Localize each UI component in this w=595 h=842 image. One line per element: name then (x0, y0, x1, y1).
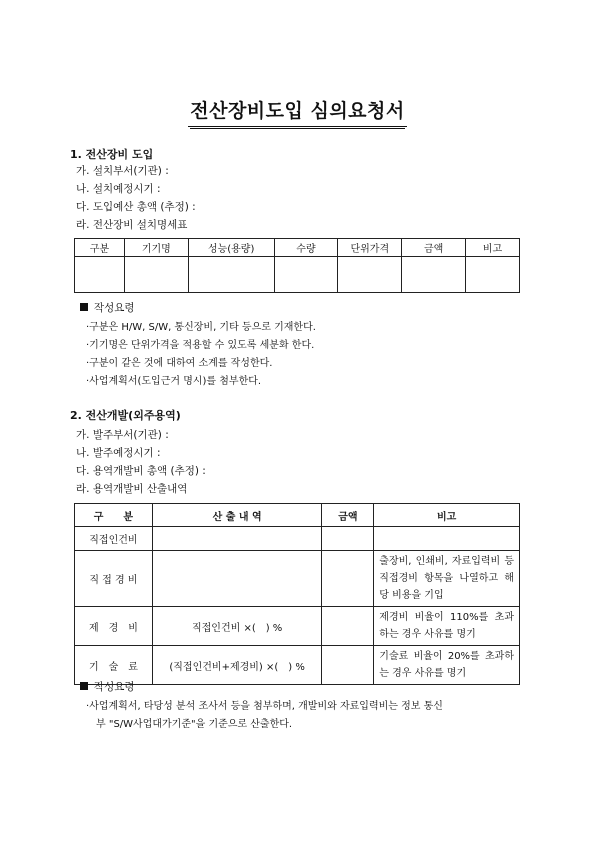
cell-amount[interactable] (322, 551, 374, 607)
col-capacity: 성능(용량) (188, 239, 274, 257)
s2-note-heading (80, 679, 135, 694)
col-remarks: 비고 (466, 239, 520, 257)
s1-note-heading (80, 300, 135, 315)
equipment-table-header-row (75, 239, 520, 257)
col-amount: 금액 (402, 239, 466, 257)
cell-note: 출장비, 인쇄비, 자료입력비 등 직접경비 항목을 나열하고 해당 비용을 기입 (374, 551, 520, 607)
cell-capacity[interactable] (188, 257, 274, 293)
cell-device-name[interactable] (124, 257, 188, 293)
cell-detail[interactable]: 직접인건비 ×( ) % (152, 607, 322, 646)
s2-item-order-date: 나. 발주예정시기 : (76, 447, 161, 459)
cell-amount[interactable] (322, 527, 374, 551)
row-label-overhead: 제 경 비 (75, 607, 153, 646)
s1-item-budget: 다. 도입예산 총액 (추정) : (76, 201, 196, 213)
document-title-wrap (0, 96, 595, 127)
s1-note-1: ·구분은 H/W, S/W, 통신장비, 기타 등으로 기재한다. (86, 322, 316, 333)
s2-item-order-dept: 가. 발주부서(기관) : (76, 429, 169, 441)
document-title: 전산장비도입 심의요청서 (188, 96, 407, 127)
cell-note: 제경비 비율이 110%를 초과하는 경우 사유를 명기 (374, 607, 520, 646)
col-calculation: 산 출 내 역 (152, 504, 322, 527)
col-remarks: 비고 (374, 504, 520, 527)
s2-item-budget: 다. 용역개발비 총액 (추정) : (76, 465, 206, 477)
col-category: 구분 (75, 239, 125, 257)
s1-note-2: ·기기명은 단위가격을 적용할 수 있도록 세분화 한다. (86, 340, 315, 351)
service-cost-header-row (75, 504, 520, 527)
equipment-table-row (75, 257, 520, 293)
col-quantity: 수량 (274, 239, 338, 257)
black-square-icon (80, 682, 88, 690)
cell-detail[interactable] (152, 551, 322, 607)
cell-note (374, 527, 520, 551)
s2-note-title: 작성요령 (94, 681, 135, 693)
cell-note: 기술료 비율이 20%를 초과하는 경우 사유를 명기 (374, 646, 520, 685)
s2-note-1: ·사업계획서, 타당성 분석 조사서 등을 첨부하며, 개발비와 자료입력비는 정보 통신 (86, 701, 443, 712)
black-square-icon (80, 303, 88, 311)
s1-item-install-dept: 가. 설치부서(기관) : (76, 165, 169, 177)
section-1-heading: 1. 전산장비 도입 (70, 148, 154, 161)
table-row (75, 646, 520, 685)
s1-item-install-date: 나. 설치예정시기 : (76, 183, 161, 195)
col-unit-price: 단위가격 (338, 239, 402, 257)
cell-category[interactable] (75, 257, 125, 293)
cell-amount[interactable] (322, 646, 374, 685)
s1-note-4: ·사업계획서(도입근거 명시)를 첨부한다. (86, 376, 262, 387)
col-division: 구 분 (75, 504, 153, 527)
col-amount: 금액 (322, 504, 374, 527)
cell-quantity[interactable] (274, 257, 338, 293)
cell-amount[interactable] (402, 257, 466, 293)
cell-unit-price[interactable] (338, 257, 402, 293)
equipment-table (74, 238, 520, 293)
s1-note-title: 작성요령 (94, 302, 135, 314)
row-label-direct-expense: 직 접 경 비 (75, 551, 153, 607)
row-label-direct-labor: 직접인건비 (75, 527, 153, 551)
service-cost-table (74, 503, 520, 685)
s1-item-equipment-list: 라. 전산장비 설치명세표 (76, 219, 188, 231)
section-2-heading: 2. 전산개발(외주용역) (70, 409, 181, 422)
cell-amount[interactable] (322, 607, 374, 646)
table-row (75, 607, 520, 646)
cell-remarks[interactable] (466, 257, 520, 293)
table-row (75, 527, 520, 551)
s2-item-cost-breakdown: 라. 용역개발비 산출내역 (76, 483, 188, 495)
row-label-tech-fee: 기 술 료 (75, 646, 153, 685)
col-device-name: 기기명 (124, 239, 188, 257)
cell-detail[interactable]: (직접인건비+제경비) ×( ) % (152, 646, 322, 685)
s1-note-3: ·구분이 같은 것에 대하여 소계를 작성한다. (86, 358, 273, 369)
cell-detail[interactable] (152, 527, 322, 551)
table-row (75, 551, 520, 607)
s2-note-2: 부 "S/W사업대가기준"을 기준으로 산출한다. (96, 719, 293, 730)
